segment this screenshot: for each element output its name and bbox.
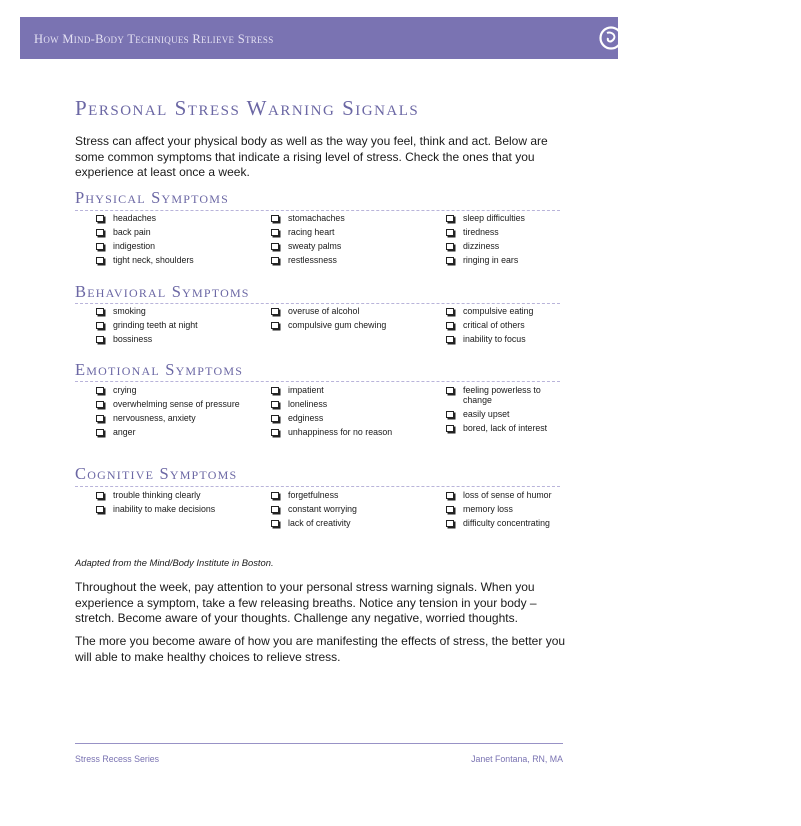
checkbox-icon[interactable] [271, 520, 279, 528]
symptom-label: indigestion [113, 241, 156, 251]
symptom-label: difficulty concentrating [463, 518, 550, 528]
symptom-item [445, 227, 565, 237]
symptom-label: loss of sense of humor [463, 490, 552, 500]
symptom-item [445, 423, 565, 433]
symptom-item [270, 427, 420, 437]
symptom-item [95, 385, 245, 395]
checkbox-icon[interactable] [96, 429, 104, 437]
symptom-label: forgetfulness [288, 490, 339, 500]
body-paragraph: The more you become aware of how you are manifesting the effects of stress, the better you will able to make healthy choices to relieve stress. [75, 634, 566, 664]
symptom-column [270, 306, 420, 334]
checkbox-icon[interactable] [446, 336, 454, 344]
symptom-column [445, 490, 565, 532]
checkbox-icon[interactable] [271, 257, 279, 265]
checkbox-icon[interactable] [96, 401, 104, 409]
symptom-item [95, 320, 245, 330]
checkbox-icon[interactable] [96, 506, 104, 514]
symptom-label: nervousness, anxiety [113, 413, 196, 423]
symptom-label: restlessness [288, 255, 337, 265]
symptom-item [95, 427, 245, 437]
checkbox-icon[interactable] [446, 215, 454, 223]
symptom-label: smoking [113, 306, 146, 316]
checkbox-icon[interactable] [271, 429, 279, 437]
symptom-column [270, 385, 420, 441]
checkbox-icon[interactable] [96, 336, 104, 344]
symptom-item [445, 320, 565, 330]
checkbox-icon[interactable] [96, 415, 104, 423]
checkbox-icon[interactable] [96, 492, 104, 500]
checkbox-icon[interactable] [446, 411, 454, 419]
checkbox-icon[interactable] [271, 215, 279, 223]
symptom-item [95, 227, 245, 237]
symptom-item [95, 241, 245, 251]
checkbox-icon[interactable] [446, 425, 454, 433]
symptom-label: sweaty palms [288, 241, 342, 251]
checkbox-icon[interactable] [446, 257, 454, 265]
checkbox-icon[interactable] [271, 492, 279, 500]
symptom-item [445, 518, 565, 528]
footer-series: Stress Recess Series [75, 754, 160, 764]
symptom-item [95, 490, 245, 500]
symptom-label: loneliness [288, 399, 328, 409]
symptom-column [95, 490, 245, 518]
symptom-column [270, 213, 420, 269]
symptom-item [95, 504, 245, 514]
checkbox-icon[interactable] [96, 243, 104, 251]
symptom-item [270, 399, 420, 409]
symptom-label: inability to focus [463, 334, 526, 344]
section-divider [75, 486, 560, 487]
symptom-item [445, 213, 565, 223]
symptom-label: edginess [288, 413, 324, 423]
symptom-item [270, 385, 420, 395]
checkbox-icon[interactable] [446, 520, 454, 528]
section-divider [75, 210, 560, 211]
checkbox-icon[interactable] [446, 308, 454, 316]
symptom-item [95, 413, 245, 423]
symptom-column [270, 490, 420, 532]
symptom-label: overuse of alcohol [288, 306, 360, 316]
header-banner [20, 17, 801, 59]
symptom-item [270, 227, 420, 237]
checkbox-icon[interactable] [271, 415, 279, 423]
section-divider [75, 303, 560, 304]
intro-paragraph: Stress can affect your physical body as well as the way you feel, think and act. Below are some common symptoms that indicate a rising level of stress. Check the ones that you experience at least once a week. [75, 134, 548, 180]
symptom-label: tight neck, shoulders [113, 255, 194, 265]
symptom-label: anger [113, 427, 136, 437]
checkbox-icon[interactable] [96, 387, 104, 395]
symptom-label: feeling powerless to change [463, 385, 541, 406]
symptom-item [270, 255, 420, 265]
checkbox-icon[interactable] [446, 387, 454, 395]
symptom-label: tiredness [463, 227, 499, 237]
symptom-item [270, 413, 420, 423]
symptom-column [445, 213, 565, 269]
section-heading: Physical Symptoms [75, 188, 230, 207]
symptom-label: ringing in ears [463, 255, 519, 265]
symptom-item [270, 320, 420, 330]
checkbox-icon[interactable] [271, 322, 279, 330]
checkbox-icon[interactable] [446, 243, 454, 251]
symptom-item [445, 255, 565, 265]
checkbox-icon[interactable] [446, 229, 454, 237]
symptom-item [95, 399, 245, 409]
symptom-label: impatient [288, 385, 324, 395]
checkbox-icon[interactable] [96, 257, 104, 265]
symptom-column [95, 213, 245, 269]
symptom-item [95, 213, 245, 223]
section-divider [75, 381, 560, 382]
symptom-item [270, 213, 420, 223]
symptom-label: sleep difficulties [463, 213, 525, 223]
symptom-label: trouble thinking clearly [113, 490, 201, 500]
spectrum-swirl-icon [598, 25, 624, 51]
source-note: Adapted from the Mind/Body Institute in Boston. [75, 557, 274, 568]
symptom-label: lack of creativity [288, 518, 351, 528]
symptom-label: unhappiness for no reason [288, 427, 393, 437]
symptom-item [270, 241, 420, 251]
symptom-item [445, 334, 565, 344]
symptom-label: memory loss [463, 504, 513, 514]
symptom-item [95, 255, 245, 265]
section-heading: Emotional Symptoms [75, 360, 244, 379]
section-heading: Cognitive Symptoms [75, 464, 238, 483]
symptom-item [445, 504, 565, 514]
symptom-label: back pain [113, 227, 151, 237]
symptom-column [445, 385, 565, 437]
footer-divider [75, 743, 563, 744]
checkbox-icon[interactable] [446, 506, 454, 514]
symptom-item [270, 518, 420, 528]
symptom-item [270, 306, 420, 316]
symptom-item [445, 241, 565, 251]
footer-author: Janet Fontana, RN, MA [471, 754, 563, 764]
header-title: How Mind-Body Techniques Relieve Stress [34, 32, 274, 46]
checkbox-icon[interactable] [271, 401, 279, 409]
symptom-item [95, 334, 245, 344]
symptom-label: stomachaches [288, 213, 345, 223]
symptom-item [270, 490, 420, 500]
symptom-label: headaches [113, 213, 157, 223]
page-title: Personal Stress Warning Signals [75, 96, 420, 120]
symptom-column [95, 385, 245, 441]
symptom-column [95, 306, 245, 348]
symptom-label: overwhelming sense of pressure [113, 399, 240, 409]
brand-name: Spectrum LifeWorks [630, 29, 801, 48]
symptom-label: constant worrying [288, 504, 357, 514]
checkbox-icon[interactable] [271, 243, 279, 251]
symptom-item [445, 490, 565, 500]
symptom-label: inability to make decisions [113, 504, 216, 514]
symptom-label: dizziness [463, 241, 500, 251]
checkbox-icon[interactable] [271, 506, 279, 514]
symptom-item [95, 306, 245, 316]
body-paragraph: Throughout the week, pay attention to your personal stress warning signals. When you experience a symptom, take a few releasing breaths. Notice any tension in your body – stretch. Become aware of your thoughts. Challenge any negative, worried thoughts. [75, 580, 537, 626]
symptom-label: bossiness [113, 334, 153, 344]
checkbox-icon[interactable] [96, 322, 104, 330]
symptom-item [445, 385, 565, 406]
symptom-label: crying [113, 385, 137, 395]
checkbox-icon[interactable] [446, 492, 454, 500]
symptom-label: bored, lack of interest [463, 423, 548, 434]
checkbox-icon[interactable] [271, 387, 279, 395]
symptom-label: easily upset [463, 409, 510, 420]
symptom-label: grinding teeth at night [113, 320, 198, 330]
checkbox-icon[interactable] [271, 229, 279, 237]
checkbox-icon[interactable] [446, 322, 454, 330]
section-heading: Behavioral Symptoms [75, 282, 250, 301]
symptom-item [270, 504, 420, 514]
symptom-item [445, 409, 565, 419]
checkbox-icon[interactable] [96, 215, 104, 223]
checkbox-icon[interactable] [271, 308, 279, 316]
symptom-column [445, 306, 565, 348]
symptom-item [445, 306, 565, 316]
symptom-label: compulsive gum chewing [288, 320, 387, 330]
checkbox-icon[interactable] [96, 229, 104, 237]
symptom-label: critical of others [463, 320, 525, 330]
symptom-label: racing heart [288, 227, 335, 237]
checkbox-icon[interactable] [96, 308, 104, 316]
symptom-label: compulsive eating [463, 306, 534, 316]
